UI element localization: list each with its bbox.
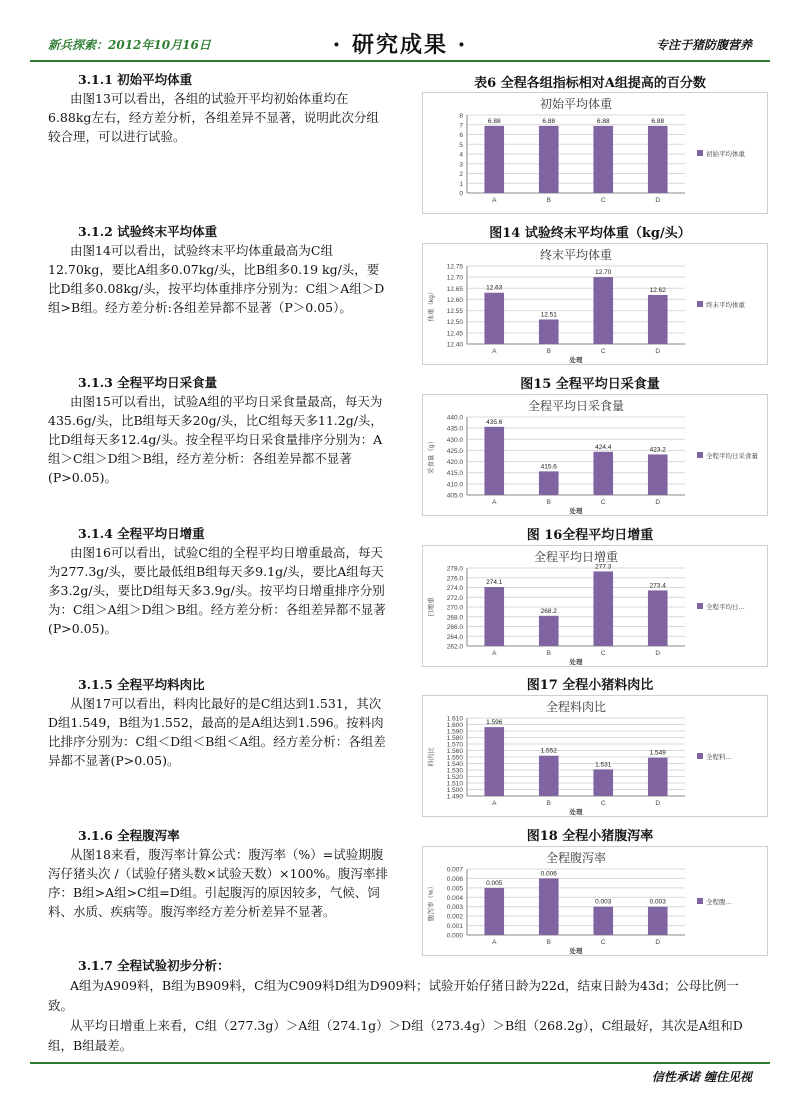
chart-initial-weight [422,92,768,214]
data-label: 274.1 [486,579,503,587]
y-tick-label: 268.0 [446,614,463,622]
section-heading: 3.1.2 试验终末平均体重 [78,224,218,239]
y-tick-label: 276.0 [446,575,463,583]
y-tick-label: 1.550 [446,754,463,762]
y-tick-label: 0.004 [446,894,463,902]
x-tick-label: C [600,197,606,204]
legend-swatch [697,452,703,458]
legend-swatch [697,150,703,156]
y-tick-label: 420.0 [446,459,463,467]
y-axis-label: 体重（kg） [428,288,435,322]
data-label: 6.88 [596,117,610,125]
chart-title: 初始平均体重 [539,97,613,111]
y-tick-label: 0.007 [446,866,463,874]
data-label: 12.51 [540,311,557,319]
x-tick-label: B [546,348,551,355]
legend-label: 终末平均体重 [706,302,745,309]
chart-title: 全程料肉比 [545,700,607,714]
footer-rule [30,1062,770,1064]
data-label: 0.006 [540,870,557,878]
y-tick-label: 12.55 [446,308,463,316]
chart-daily-gain [422,545,768,667]
x-tick-label: B [546,197,551,204]
section-body: 由图14可以看出，试验终末平均体重最高为C组12.70kg，要比A组多0.07kg/头，比B组多0.19 kg/头，要比D组多0.08kg/头，按平均体重排序分别为：C组＞A组＞D组>B组。经方差分析:各组差异都不显著（P＞0.05）。 [48,243,385,315]
y-tick-label: 440.0 [446,414,463,422]
x-tick-label: D [655,197,661,204]
y-tick-label: 0.003 [446,904,463,912]
y-tick-label: 0.001 [446,923,463,931]
legend-label: 全程平均日采食量 [706,453,758,460]
y-tick-label: 12.45 [446,330,463,338]
section-body: 由图13可以看出，各组的试验开平均初始体重均在6.88kg左右，经方差分析，各组差异不显著，说明此次分组较合理，可以进行试验。 [48,91,379,144]
y-tick-label: 12.65 [446,285,463,293]
x-tick-label: D [655,939,661,946]
y-tick-label: 278.0 [446,565,463,573]
section-feed-intake [48,373,388,487]
bar-d [648,295,668,344]
x-axis-label: 处理 [569,508,583,515]
y-tick-label: 2 [459,171,463,178]
section-body: 从图17可以看出，料肉比最好的是C组达到1.531，其次D组1.549，B组为1.552，最高的是A组达到1.596。按料肉比排序分别为：C组＜D组＜B组＜A组。经方差分析：各组差异都不显著(P>0.05)。 [48,696,386,768]
header-section-title: · 研究成果 · [332,32,468,58]
section-final-weight [48,222,388,317]
y-tick-label: 410.0 [446,481,463,489]
data-label: 6.88 [651,117,665,125]
bar-c [593,452,613,495]
data-label: 423.2 [649,446,666,454]
data-label: 6.88 [542,117,556,125]
y-axis-label: 采食量（g） [428,437,435,475]
bar-c [593,907,613,935]
y-tick-label: 6 [459,132,463,139]
y-tick-label: 264.0 [446,633,463,641]
y-tick-label: 0.006 [446,875,463,883]
y-tick-label: 425.0 [446,447,463,455]
data-label: 1.552 [540,747,557,755]
chart-title: 全程平均日采食量 [527,399,625,413]
section-body: 由图16可以看出，试验C组的全程平均日增重最高，每天为277.3g/头，要比最低组B组每天多9.1g/头，要比A组每天多3.2g/头，要比D组每天多3.9g/头。按平均日增重排序分别为：C组＞A组＞D组＞B组。经方差分析：各组差异都不显著(P>0.05)。 [48,545,386,636]
bar-d [648,126,668,193]
x-tick-label: D [655,348,661,355]
x-tick-label: C [600,939,606,946]
data-label: 0.005 [486,879,503,887]
y-tick-label: 1.530 [446,767,463,775]
y-tick-label: 0.000 [446,932,463,940]
data-label: 273.4 [649,582,666,590]
chart-feed-intake [422,394,768,516]
legend-label: 全程腹… [706,899,732,906]
chart-diarrhea [422,846,768,956]
y-tick-label: 266.0 [446,624,463,631]
bar-d [648,758,668,796]
bar-b [539,616,559,646]
section-paragraph-1: A组为A909料，B组为B909料，C组为C909料D组为D909料；试验开始仔猪日龄为22d，结束日龄为43d；公母比例一致。 [48,978,739,1013]
chart-final-weight [422,243,768,365]
chart-title-3: 图15 全程平均日采食量 [520,377,660,392]
x-tick-label: A [492,499,497,506]
x-tick-label: C [600,499,606,506]
y-tick-label: 12.50 [446,319,463,327]
data-label: 424.4 [595,443,612,451]
x-tick-label: A [492,197,497,204]
section-heading: 3.1.6 全程腹泻率 [78,828,180,843]
legend-label: 全程料… [706,754,732,761]
bar-c [593,769,613,796]
data-label: 12.63 [486,284,503,292]
section-paragraph-2: 从平均日增重上来看，C组（277.3g）＞A组（274.1g）＞D组（273.4g）＞B组（268.2g），C组最好，其次是A组和D组，B组最差。 [48,1018,743,1053]
y-tick-label: 1.600 [446,722,463,729]
data-label: 6.88 [487,117,501,125]
bar-d [648,454,668,495]
x-tick-label: B [546,800,551,807]
bar-b [539,878,559,935]
section-initial-weight [48,70,388,146]
y-tick-label: 272.0 [446,594,463,602]
y-tick-label: 1.490 [446,793,463,801]
section-overall-analysis [48,956,760,1056]
section-heading: 3.1.4 全程平均日增重 [78,526,205,541]
section-body: 由图15可以看出，试验A组的平均日采食量最高，每天为435.6g/头，比B组每天多20g/头，比C组每天多11.2g/头，比D组每天多12.4g/头。按全程平均日采食量排序分别为：A组＞C组＞D组＞B组，经方差分析：各组差异都不显著(P>0.05)。 [48,394,383,485]
x-tick-label: B [546,499,551,506]
x-tick-label: A [492,800,497,807]
y-axis-label: 料肉比 [428,747,435,767]
bar-a [484,126,504,193]
data-label: 1.531 [595,761,612,769]
x-tick-label: B [546,650,551,657]
y-tick-label: 1.510 [446,780,463,788]
legend-swatch [697,301,703,307]
chart-title-6: 图18 全程小猪腹泻率 [526,829,654,844]
y-tick-label: 274.0 [446,585,463,592]
bar-a [484,727,504,796]
y-tick-label: 1.610 [446,715,463,723]
y-tick-label: 12.60 [446,296,463,304]
y-axis-label: 日增重 [428,597,435,617]
y-tick-label: 1.590 [446,728,463,736]
bar-d [648,907,668,935]
chart-title: 全程平均日增重 [533,550,619,564]
y-tick-label: 262.0 [446,643,463,651]
y-tick-label: 12.70 [446,274,463,282]
chart-title-1: 表6 全程各组指标相对A组提高的百分数 [474,76,706,91]
chart-feed-ratio [422,695,768,817]
data-label: 1.596 [486,719,503,727]
data-label: 415.6 [540,463,557,471]
chart-title: 终末平均体重 [539,248,613,262]
x-axis-label: 处理 [569,809,583,816]
section-body: 从图18来看，腹泻率计算公式：腹泻率（%）=试验期腹泻仔猪头次 /（试验仔猪头数×试验天数）×100%。腹泻率排序：B组>A组>C组=D组。引起腹泻的原因较多，气候、饲料、水质、疾病等。腹泻率经方差分析差异不显著。 [48,847,388,919]
data-label: 0.003 [649,898,666,906]
x-axis-label: 处理 [569,948,583,955]
chart-title: 全程腹泻率 [545,851,607,865]
section-diarrhea [48,826,388,921]
x-tick-label: D [655,650,661,657]
y-tick-label: 435.0 [446,425,463,433]
section-heading: 3.1.1 初始平均体重 [78,72,193,87]
x-tick-label: C [600,650,606,657]
y-tick-label: 1.580 [446,735,463,742]
y-tick-label: 1.520 [446,774,463,781]
data-label: 12.62 [649,286,666,294]
legend-label: 初始平均体重 [706,151,745,158]
section-heading: 3.1.5 全程平均料肉比 [78,677,205,692]
bar-b [539,471,559,495]
bar-a [484,587,504,646]
y-tick-label: 1.570 [446,741,463,749]
x-tick-label: A [492,348,497,355]
y-tick-label: 270.0 [446,604,463,612]
x-tick-label: A [492,939,497,946]
y-tick-label: 430.0 [446,436,463,444]
x-tick-label: B [546,939,551,946]
bar-a [484,427,504,495]
chart-title-4: 图 16全程平均日增重 [526,528,654,543]
data-label: 12.70 [595,269,612,277]
y-tick-label: 12.40 [446,341,463,349]
bar-d [648,590,668,646]
y-tick-label: 1.540 [446,761,463,768]
y-tick-label: 1.500 [446,787,463,794]
x-tick-label: C [600,800,606,807]
legend-label: 全程平均日… [706,604,745,611]
legend-swatch [697,603,703,609]
bar-b [539,126,559,193]
x-axis-label: 处理 [569,357,583,364]
header-date: 新兵探索：2012年10月16日 [48,38,211,52]
bar-c [593,571,613,646]
legend-swatch [697,898,703,904]
page-header [0,0,800,60]
header-slogan: 专注于猪防腹营养 [655,38,752,52]
section-heading: 3.1.3 全程平均日采食量 [78,375,218,390]
chart-title-2: 图14 试验终末平均体重（kg/头） [489,226,691,241]
section-heading: 3.1.7 全程试验初步分析： [78,958,230,973]
y-tick-label: 0.005 [446,885,463,893]
y-tick-label: 12.75 [446,263,463,271]
x-tick-label: D [655,800,661,807]
footer-slogan: 信性承诺 缠住见视 [651,1070,752,1084]
data-label: 435.6 [486,418,503,426]
bar-b [539,319,559,344]
y-tick-label: 0.002 [446,913,463,921]
x-tick-label: C [600,348,606,355]
bar-b [539,756,559,796]
x-tick-label: A [492,650,497,657]
y-tick-label: 415.0 [446,470,463,478]
y-tick-label: 1.560 [446,748,463,755]
y-tick-label: 4 [459,151,463,159]
section-daily-gain [48,524,388,638]
y-tick-label: 7 [459,122,463,130]
y-tick-label: 405.0 [446,492,463,500]
y-tick-label: 8 [459,112,463,120]
bar-c [593,126,613,193]
y-tick-label: 5 [459,141,463,149]
data-label: 277.3 [595,563,612,571]
bar-c [593,277,613,344]
chart-title-5: 图17 全程小猪料肉比 [526,678,654,693]
bar-a [484,293,504,344]
y-axis-label: 腹泻率（%） [428,882,435,922]
x-axis-label: 处理 [569,659,583,666]
data-label: 268.2 [540,607,557,615]
y-tick-label: 0 [459,190,463,198]
section-feed-ratio [48,675,388,770]
data-label: 0.003 [595,898,612,906]
x-tick-label: D [655,499,661,506]
header-rule [30,60,770,62]
y-tick-label: 1 [459,180,463,188]
legend-swatch [697,753,703,759]
bar-a [484,888,504,935]
y-tick-label: 3 [459,161,463,169]
data-label: 1.549 [649,749,666,757]
